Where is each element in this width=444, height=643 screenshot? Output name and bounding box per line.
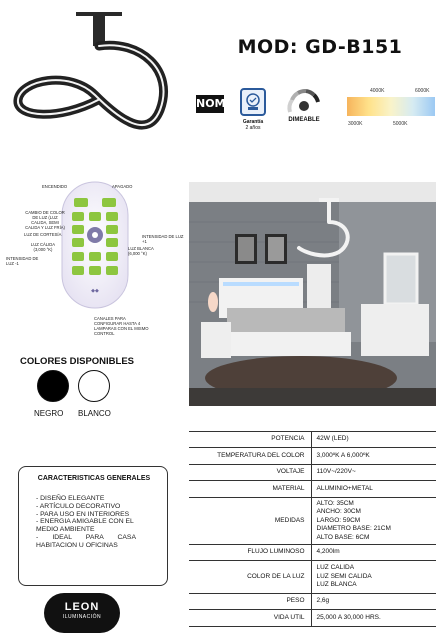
dimmable-label: DIMEABLE bbox=[288, 117, 320, 123]
spec-value-line: ANCHO: 30CM bbox=[316, 508, 361, 516]
spec-row bbox=[189, 481, 436, 498]
remote-label-luz-calida: LUZ CÁLIDA (3,000 °K) bbox=[30, 242, 56, 252]
spec-row bbox=[189, 594, 436, 610]
spec-value bbox=[311, 594, 436, 610]
spec-value-line: 2,6g bbox=[316, 597, 330, 605]
brand-logo bbox=[44, 593, 120, 633]
remote-label-luz-cortesia: LUZ DE CORTESÍA bbox=[24, 232, 62, 237]
characteristic-item: - IDEAL PARA CASA HABITACION U OFICINAS bbox=[36, 533, 136, 549]
warranty-line1: Garantía bbox=[242, 119, 264, 125]
spec-value-line: 110V~/220V~ bbox=[316, 468, 356, 476]
remote-label-intensidad-mas: INTENSIDAD DE LUZ +1 bbox=[142, 234, 184, 244]
characteristic-item: - PARA USO EN INTERIORES bbox=[36, 510, 130, 518]
spec-value-line: 25,000 A 30,000 HRS. bbox=[316, 613, 381, 621]
lamp-product-image bbox=[0, 0, 190, 175]
spec-row bbox=[189, 498, 436, 545]
dimmer-icon bbox=[284, 86, 324, 116]
spec-value-line: DIAMETRO BASE: 21CM bbox=[316, 525, 391, 533]
characteristic-item: - ENERGIA AMIGABLE CON EL MEDIO AMBIENTE bbox=[36, 518, 134, 534]
spec-row bbox=[189, 610, 436, 627]
spec-value bbox=[311, 610, 436, 627]
specs-table bbox=[189, 431, 436, 627]
spec-label: TEMPERATURA DEL COLOR bbox=[189, 448, 311, 465]
spec-row bbox=[189, 448, 436, 465]
spec-label: VOLTAJE bbox=[189, 465, 311, 481]
svg-text:◆◆: ◆◆ bbox=[91, 288, 99, 294]
color-swatch-white bbox=[78, 370, 110, 402]
spec-value bbox=[311, 561, 436, 594]
logo-word: LEON bbox=[64, 601, 100, 613]
remote-label-apagado: APAGADO bbox=[112, 184, 133, 189]
warranty-text bbox=[232, 119, 274, 131]
spec-value-line: ALTO BASE: 6CM bbox=[316, 533, 370, 541]
spec-row bbox=[189, 545, 436, 561]
spec-value-line: LARGO: 59CM bbox=[316, 516, 361, 524]
nom-badge: NOM bbox=[196, 95, 224, 113]
spec-value-line: LUZ BLANCA bbox=[316, 581, 357, 589]
spec-value-line: 42W (LED) bbox=[316, 435, 349, 443]
warranty-line2: 2 años bbox=[245, 125, 261, 131]
colors-available-title: COLORES DISPONIBLES bbox=[20, 356, 135, 367]
spec-row bbox=[189, 432, 436, 448]
spec-value-line: LUZ SEMI CALIDA bbox=[316, 572, 372, 580]
characteristic-item: - ARTÍCULO DECORATIVO bbox=[36, 502, 121, 510]
kelvin-3000-label: 3000K bbox=[348, 121, 363, 127]
remote-label-luz-blanca: LUZ BLANCA (6,000 °K) bbox=[128, 246, 154, 256]
spec-value-line: 3,000ºK A 6,000ºK bbox=[316, 451, 370, 459]
characteristic-item: - DISEÑO ELEGANTE bbox=[36, 495, 105, 502]
remote-label-encendido: ENCENDIDO bbox=[42, 184, 68, 189]
spec-value-line: ALTO: 35CM bbox=[316, 499, 354, 507]
color-swatch-black bbox=[37, 370, 69, 402]
spec-label: PESO bbox=[189, 594, 311, 610]
spec-value bbox=[311, 545, 436, 561]
kelvin-6000-label: 6000K bbox=[415, 88, 430, 94]
color-label-white: BLANCO bbox=[78, 409, 111, 418]
spec-label: COLOR DE LA LUZ bbox=[189, 561, 311, 594]
spec-label: MEDIDAS bbox=[189, 498, 311, 545]
spec-value bbox=[311, 448, 436, 465]
spec-label: FLUJO LUMINOSO bbox=[189, 545, 311, 561]
model-title: MOD: GD-B151 bbox=[237, 36, 403, 58]
spec-label: MATERIAL bbox=[189, 481, 311, 498]
room-photo bbox=[189, 182, 436, 406]
color-label-black: NEGRO bbox=[34, 409, 64, 418]
spec-value bbox=[311, 498, 436, 545]
remote-label-cambio-color: CAMBIO DE COLOR DE LUZ (LUZ CALIDA, SEMI CALIDA Y LUZ FRÍA) bbox=[25, 210, 65, 230]
spec-label: POTENCIA bbox=[189, 432, 311, 448]
spec-value bbox=[311, 465, 436, 481]
characteristics-list bbox=[36, 495, 136, 550]
spec-label: VIDA UTIL bbox=[189, 610, 311, 627]
spec-value bbox=[311, 432, 436, 448]
spec-row bbox=[189, 561, 436, 594]
spec-value-line: LUZ CALIDA bbox=[316, 564, 355, 572]
color-temperature-gradient bbox=[347, 97, 435, 116]
characteristics-title: CARACTERISTICAS GENERALES bbox=[37, 475, 151, 482]
warranty-shield-icon bbox=[240, 88, 266, 116]
logo-subtitle: ILUMINACIÓN bbox=[62, 614, 102, 620]
kelvin-4000-label: 4000K bbox=[370, 88, 385, 94]
spec-row bbox=[189, 465, 436, 481]
remote-label-canales: CANALES PARA CONFIGURAR HASTA 4 LAMPARAS CON EL MISMO CONTROL bbox=[94, 316, 149, 336]
spec-value-line: ALUMINIO+METAL bbox=[316, 484, 373, 492]
kelvin-5000-label: 5000K bbox=[393, 121, 408, 127]
remote-label-intensidad-menos: INTENSIDAD DE LUZ -1 bbox=[6, 256, 39, 266]
spec-value-line: 4,200lm bbox=[316, 548, 340, 556]
spec-value bbox=[311, 481, 436, 498]
remote-control-image bbox=[60, 180, 130, 310]
